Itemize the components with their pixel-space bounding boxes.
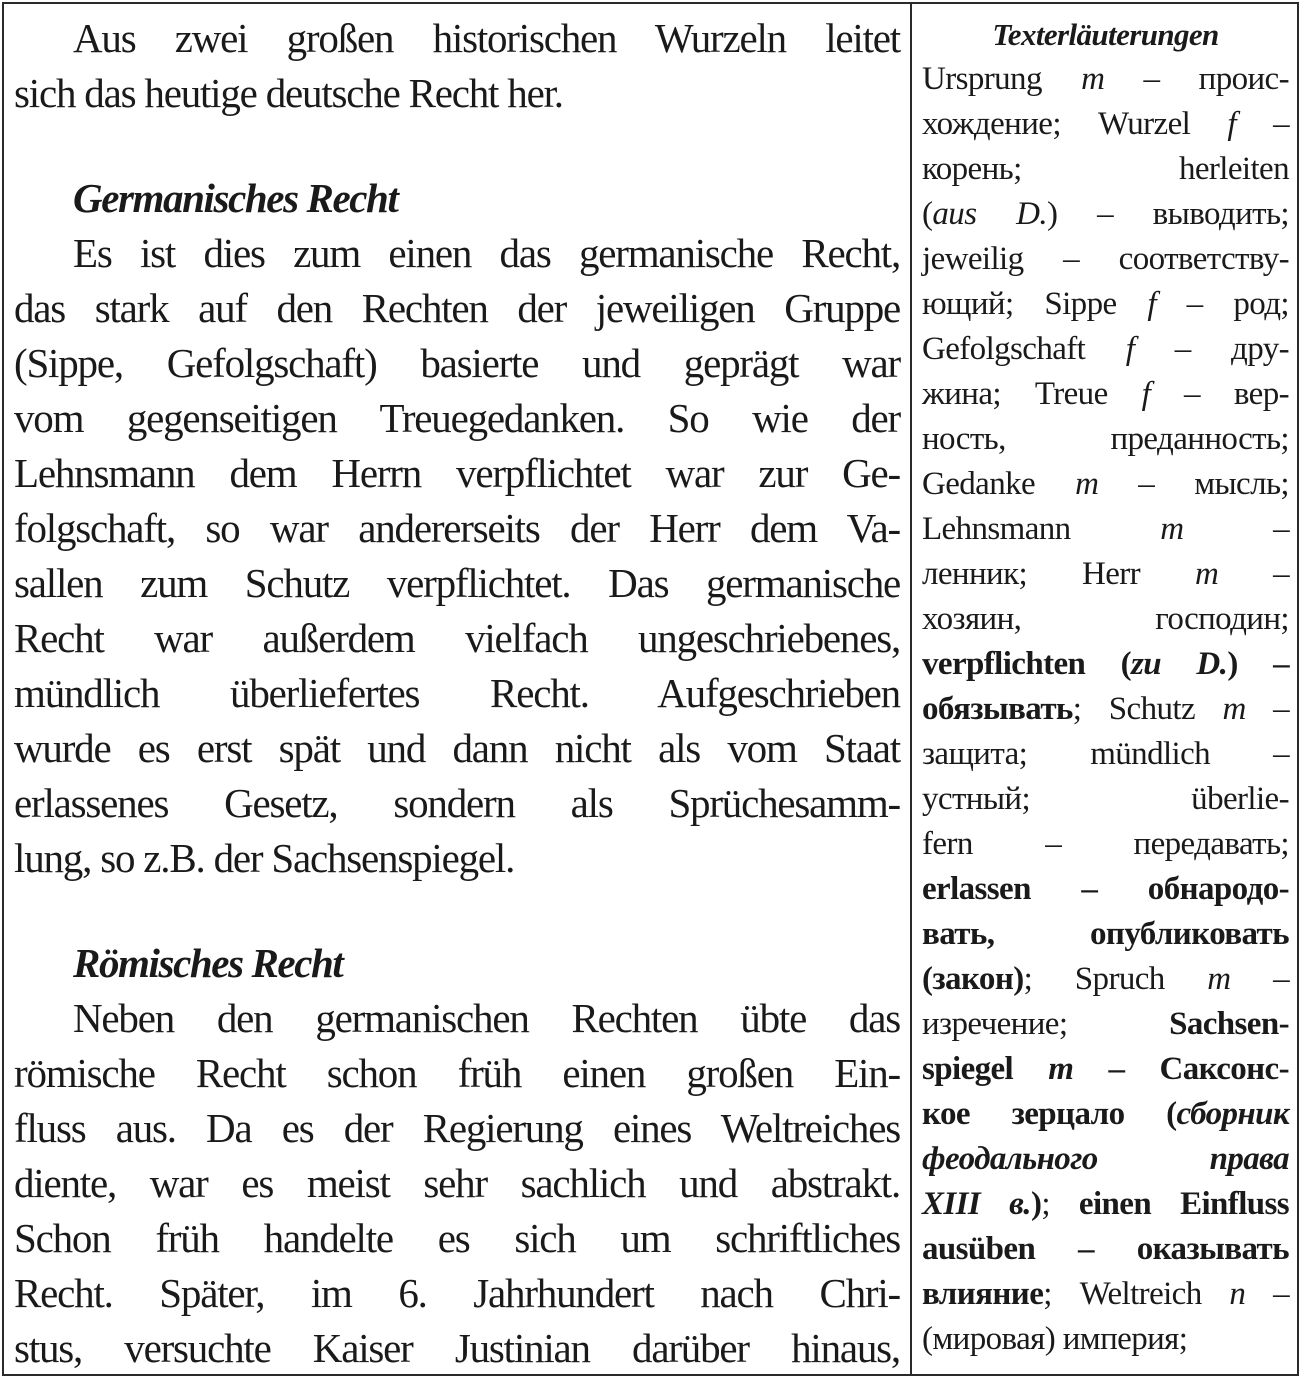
glossary-text: – мысль; xyxy=(1098,466,1289,502)
paragraph-line: mündlich überliefertes Recht. Aufgeschrieben xyxy=(14,670,900,716)
glossary-term-styled: XIII в. xyxy=(922,1186,1031,1222)
paragraph-line: das stark auf den Rechten der jeweiligen Gruppe xyxy=(14,285,900,331)
glossary-term-styled: aus D. xyxy=(932,196,1047,232)
glossary-line xyxy=(922,597,1289,642)
glossary-line xyxy=(922,1182,1289,1227)
glossary-term-styled: кое зерцало ( xyxy=(922,1096,1177,1132)
glossary-text: хозяин, господин; xyxy=(922,601,1289,637)
glossary-line xyxy=(922,552,1289,597)
paragraph-line: diente, war es meist sehr sachlich und abstrakt. xyxy=(14,1160,900,1206)
glossary-term-styled: spiegel xyxy=(922,1051,1049,1087)
glossary-term-styled: вать, опубликовать xyxy=(922,916,1289,952)
glossary-text: – xyxy=(1218,556,1289,592)
glossary-term-styled: m xyxy=(1081,61,1105,97)
glossary-term-styled: m xyxy=(1160,511,1184,547)
paragraph-line: vom gegenseitigen Treuegedanken. So wie der xyxy=(14,395,900,441)
glossary-text: ; Schutz xyxy=(1072,691,1223,727)
glossary-term-styled: einen Einfluss xyxy=(1078,1186,1290,1222)
paragraph-line: Neben den germanischen Rechten übte das xyxy=(73,995,900,1041)
glossary-line xyxy=(922,822,1289,867)
glossary-line xyxy=(922,1002,1289,1047)
glossary-line xyxy=(922,57,1289,102)
glossary-term-styled: m xyxy=(1207,961,1231,997)
glossary-text: Ursprung xyxy=(922,61,1082,97)
glossary-term-styled: ) xyxy=(1030,1186,1042,1222)
glossary-term-styled: f xyxy=(1125,331,1135,367)
glossary-line xyxy=(922,1317,1289,1362)
glossary-line xyxy=(922,192,1289,237)
glossary-line xyxy=(922,957,1289,1002)
glossary-text: жина; Treue xyxy=(922,376,1142,412)
glossary-text: ющий; Sippe xyxy=(922,286,1148,322)
glossary-text: – проис- xyxy=(1104,61,1289,97)
glossary-term-styled: f xyxy=(1227,106,1236,142)
glossary-text: устный; überlie- xyxy=(922,781,1289,817)
paragraph-line: erlassenes Gesetz, sondern als Sprüchesamm- xyxy=(14,780,900,826)
glossary-line xyxy=(922,1092,1289,1137)
glossary-line xyxy=(922,1272,1289,1317)
paragraph-line: Es ist dies zum einen das germanische Recht, xyxy=(73,230,900,276)
glossary-text: (мировая) империя; xyxy=(922,1321,1188,1357)
intro-line: Aus zwei großen historischen Wurzeln leitet xyxy=(73,15,900,61)
glossary-term-styled: ausüben – оказывать xyxy=(922,1231,1289,1267)
glossary-text: – xyxy=(1245,691,1289,727)
glossary-term-styled: zu D. xyxy=(1131,646,1228,682)
glossary-text: jeweilig – соответству- xyxy=(922,241,1289,277)
glossary-line xyxy=(922,1227,1289,1272)
glossary-term-styled: феодального права xyxy=(922,1141,1289,1177)
glossary-term-styled: n xyxy=(1229,1276,1246,1312)
glossary-title: Texterläuterungen xyxy=(992,17,1219,52)
glossary-line xyxy=(922,867,1289,912)
glossary-term-styled: m xyxy=(1194,556,1219,592)
glossary-term-styled: m xyxy=(1048,1051,1074,1087)
paragraph-line: folgschaft, so war andererseits der Herr dem Va- xyxy=(14,505,900,551)
paragraph-line: fluss aus. Da es der Regierung eines Weltreiches xyxy=(14,1105,900,1151)
glossary-line xyxy=(922,1137,1289,1182)
glossary-term-styled: ) – xyxy=(1227,646,1289,682)
glossary-term-styled: – Саксонс- xyxy=(1073,1051,1289,1087)
paragraph-line: Lehnsmann dem Herrn verpflichtet war zur Ge- xyxy=(14,450,900,496)
paragraph-line: (Sippe, Gefolgschaft) basierte und geprägt war xyxy=(14,340,900,386)
paragraph-line: sallen zum Schutz verpflichtet. Das germanische xyxy=(14,560,900,606)
glossary-text: – род; xyxy=(1155,286,1289,322)
glossary-term-styled: m xyxy=(1222,691,1246,727)
glossary-text: – xyxy=(1245,1276,1289,1312)
paragraph-line: wurde es erst spät und dann nicht als vom Staat xyxy=(14,725,900,771)
glossary-text: ность, преданность; xyxy=(922,421,1289,457)
glossary-line xyxy=(922,237,1289,282)
glossary-line xyxy=(922,102,1289,147)
glossary-term-styled: f xyxy=(1147,286,1156,322)
glossary-line xyxy=(922,417,1289,462)
glossary-term-styled: сборник xyxy=(1176,1096,1289,1132)
section-heading-germanisches-recht: Germanisches Recht xyxy=(73,175,398,221)
glossary-text: ; Spruch xyxy=(1023,961,1208,997)
glossary-term-styled: влияние xyxy=(922,1276,1044,1312)
glossary-term-styled: m xyxy=(1075,466,1099,502)
glossary-line xyxy=(922,687,1289,732)
glossary-term-styled: (закон) xyxy=(922,961,1024,997)
glossary-line xyxy=(922,372,1289,417)
glossary-text: – дру- xyxy=(1134,331,1289,367)
paragraph-line: römische Recht schon früh einen großen Ein- xyxy=(14,1050,900,1096)
glossary-term-styled: Sachsen- xyxy=(1169,1006,1289,1042)
glossary-line xyxy=(922,507,1289,552)
paragraph-line: Recht. Später, im 6. Jahrhundert nach Chri- xyxy=(14,1270,900,1316)
glossary-text: – xyxy=(1230,961,1289,997)
glossary-line xyxy=(922,147,1289,192)
glossary-line xyxy=(922,912,1289,957)
glossary-line xyxy=(922,282,1289,327)
glossary-text: Lehnsmann xyxy=(922,511,1161,547)
glossary-text: защита; mündlich – xyxy=(922,736,1289,772)
paragraph-line: lung, so z.B. der Sachsenspiegel. xyxy=(14,835,515,881)
glossary-term-styled: обязывать xyxy=(922,691,1073,727)
glossary-text: – xyxy=(1235,106,1289,142)
glossary-line xyxy=(922,1047,1289,1092)
glossary-text: ленник; Herr xyxy=(922,556,1195,592)
paragraph-line: Schon früh handelte es sich um schriftliches xyxy=(14,1215,900,1261)
paragraph-line: stus, versuchte Kaiser Justinian darüber hinaus, xyxy=(14,1325,900,1371)
glossary-text: ; xyxy=(1041,1186,1079,1222)
glossary-text: ; Weltreich xyxy=(1043,1276,1230,1312)
glossary-line xyxy=(922,327,1289,372)
glossary-text: изречение; xyxy=(922,1006,1170,1042)
paragraph-line: Recht war außerdem vielfach ungeschriebenes, xyxy=(14,615,900,661)
glossary-text: хождение; Wurzel xyxy=(922,106,1228,142)
glossary-text: корень; herleiten xyxy=(922,151,1289,187)
glossary-text: – xyxy=(1183,511,1289,547)
glossary-line xyxy=(922,732,1289,777)
column-divider xyxy=(910,2,912,1376)
glossary-line xyxy=(922,462,1289,507)
glossary-text: fern – передавать; xyxy=(922,826,1289,862)
glossary-term-styled: erlassen – обнародо- xyxy=(922,871,1289,907)
glossary-term-styled: f xyxy=(1141,376,1151,412)
glossary-line xyxy=(922,642,1289,687)
glossary-line xyxy=(922,777,1289,822)
glossary-text: ) – выводить; xyxy=(1047,196,1289,232)
section-heading-roemisches-recht: Römisches Recht xyxy=(73,940,343,986)
glossary-text: – вер- xyxy=(1150,376,1289,412)
glossary-text: ( xyxy=(922,196,933,232)
glossary-text: Gedanke xyxy=(922,466,1076,502)
glossary-text: Gefolgschaft xyxy=(922,331,1126,367)
intro-line: sich das heutige deutsche Recht her. xyxy=(14,70,563,116)
glossary-term-styled: verpflichten ( xyxy=(922,646,1132,682)
